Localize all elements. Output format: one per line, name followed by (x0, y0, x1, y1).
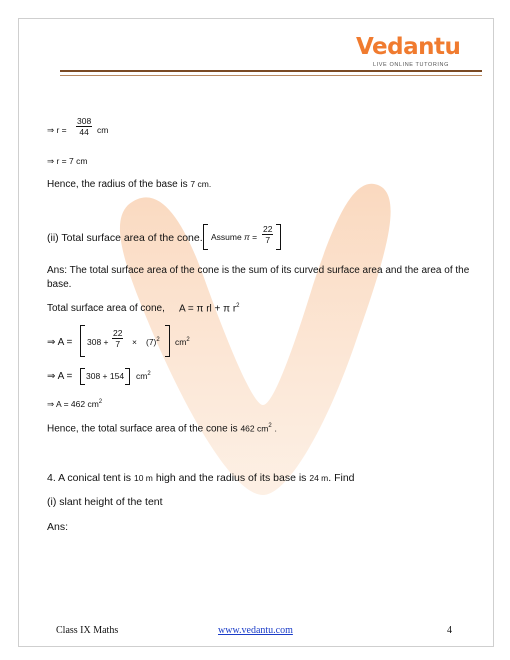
eq-c: ⇒ A = 462 $cm^2$ (47, 399, 103, 409)
times-symbol: × (132, 337, 137, 347)
header-rule (60, 70, 482, 72)
eq-a-lhs: ⇒ A = (47, 337, 73, 348)
bracket-right (125, 368, 130, 385)
eq-b-lhs: ⇒ A = (47, 371, 73, 382)
hence-tsa: Hence, the total surface area of the cone is 462 $cm^2$ . (47, 423, 277, 435)
vedantu-logo[interactable] (356, 34, 476, 74)
fraction-denominator: 44 (79, 127, 89, 137)
fraction-22-7: 22 7 (113, 328, 123, 349)
bracket-right (276, 224, 281, 250)
bracket-right (165, 325, 170, 357)
tsa-label: Total surface area of cone, (47, 303, 165, 314)
fraction-22-7: 22 7 (263, 224, 273, 245)
eq-a-paren: $(7)^2$ (146, 337, 160, 347)
vedantu-watermark-icon (88, 165, 428, 525)
eq-b-inner: 308 + 154 (86, 371, 125, 381)
logo-tagline: LIVE ONLINE TUTORING (373, 62, 449, 68)
eq-r-unit: cm (97, 125, 109, 135)
assume-pi: π = (244, 232, 258, 242)
bracket-left (80, 325, 85, 357)
logo-text: Vedantu (356, 34, 461, 60)
header-rule-thin (60, 75, 482, 76)
answer-label: Ans: (47, 521, 69, 533)
footer-class-label: Class IX Maths (56, 625, 119, 636)
footer-website-link[interactable]: www.vedantu.com (218, 625, 293, 636)
eq-a-unit: $cm^2$ (175, 337, 190, 347)
answer-text-line1: Ans: The total surface area of the cone is the sum of its curved surface area and the area of the (47, 265, 470, 276)
tsa-formula: A = π rl + π $r^2$ (179, 303, 240, 315)
eq-r-lhs: ⇒ r = (47, 125, 67, 135)
bracket-left (80, 368, 85, 385)
answer-text-line2: base. (47, 279, 72, 290)
question-4-part-i: (i) slant height of the tent (47, 496, 163, 508)
assume-label: Assume (211, 232, 242, 242)
fraction-308-44 (76, 116, 92, 137)
fraction-numerator: 308 (77, 116, 92, 126)
eq-b-unit: $cm^2$ (136, 371, 151, 381)
bracket-left (203, 224, 208, 250)
eq-r-7: ⇒ r = 7 cm (47, 156, 88, 166)
eq-a-308: 308 + (87, 337, 109, 347)
part-ii-heading: (ii) Total surface area of the cone. (47, 232, 203, 244)
hence-radius: Hence, the radius of the base is 7 cm. (47, 179, 212, 190)
question-4: 4. A conical tent is 10 m high and the radius of its base is 24 m. Find (47, 472, 355, 484)
page-number: 4 (447, 625, 452, 636)
